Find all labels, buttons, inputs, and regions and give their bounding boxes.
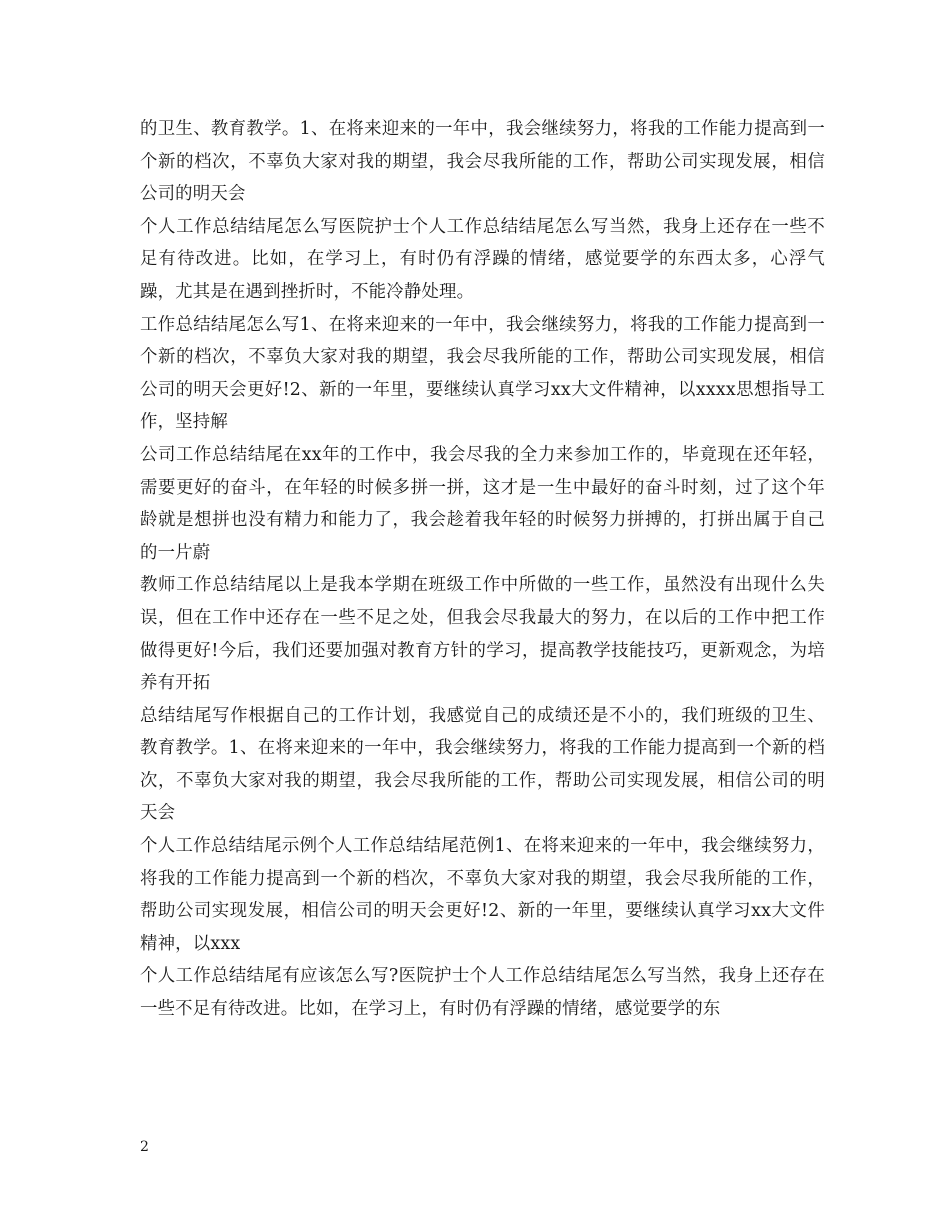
paragraph-3: 工作总结结尾怎么写1、在将来迎来的一年中，我会继续努力，将我的工作能力提高到一个新的档次，不辜负大家对我的期望，我会尽我所能的工作，帮助公司实现发展，相信公司的明天会更好!2、新的一年里，要继续认真学习xx大文件精神，以xxxx思想指导工作，坚持解 <box>140 314 825 433</box>
paragraph-1: 的卫生、教育教学。1、在将来迎来的一年中，我会继续努力，将我的工作能力提高到一个新的档次，不辜负大家对我的期望，我会尽我所能的工作，帮助公司实现发展，相信公司的明天会 <box>140 119 825 205</box>
paragraph-5: 教师工作总结结尾以上是我本学期在班级工作中所做的一些工作，虽然没有出现什么失误，但在工作中还存在一些不足之处，但我会尽我最大的努力，在以后的工作中把工作做得更好!今后，我们还要加强对教育方针的学习，提高教学技能技巧，更新观念，为培养有开拓 <box>140 575 825 694</box>
paragraph-7: 个人工作总结结尾示例个人工作总结结尾范例1、在将来迎来的一年中，我会继续努力，将我的工作能力提高到一个新的档次，不辜负大家对我的期望，我会尽我所能的工作，帮助公司实现发展，相信公司的明天会更好!2、新的一年里，要继续认真学习xx大文件精神，以xxx <box>140 836 825 954</box>
paragraph-4: 公司工作总结结尾在xx年的工作中，我会尽我的全力来参加工作的，毕竟现在还年轻，需要更好的奋斗，在年轻的时候多拼一拼，这才是一生中最好的奋斗时刻，过了这个年龄就是想拼也没有精力和能力了，我会趁着我年轻的时候努力拼搏的，打拼出属于自己的一片蔚 <box>140 444 825 563</box>
paragraph-6: 总结结尾写作根据自己的工作计划，我感觉自己的成绩还是不小的，我们班级的卫生、教育教学。1、在将来迎来的一年中，我会继续努力，将我的工作能力提高到一个新的档次，不辜负大家对我的期望，我会尽我所能的工作，帮助公司实现发展，相信公司的明天会 <box>140 705 825 824</box>
paragraph-8: 个人工作总结结尾有应该怎么写?医院护士个人工作总结结尾怎么写当然，我身上还存在一些不足有待改进。比如，在学习上，有时仍有浮躁的情绪，感觉要学的东 <box>140 966 825 1020</box>
paragraph-2: 个人工作总结结尾怎么写医院护士个人工作总结结尾怎么写当然，我身上还存在一些不足有待改进。比如，在学习上，有时仍有浮躁的情绪，感觉要学的东西太多，心浮气躁，尤其是在遇到挫折时，不能冷静处理。 <box>140 216 825 302</box>
document-body <box>140 113 825 1026</box>
page-number: 2 <box>140 1139 149 1155</box>
